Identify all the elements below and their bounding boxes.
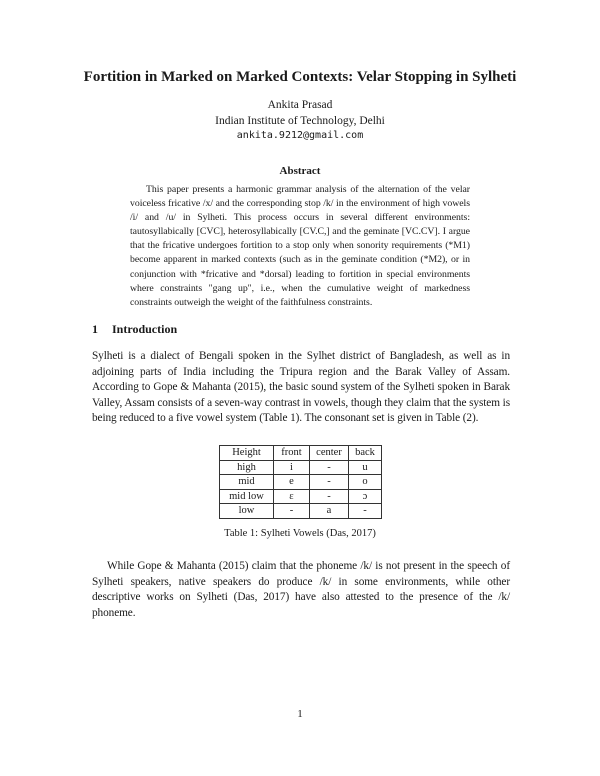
table-cell: i (274, 460, 310, 475)
author-affiliation: Indian Institute of Technology, Delhi (215, 115, 385, 127)
table-cell: - (310, 475, 349, 490)
table-cell: mid low (220, 489, 274, 504)
section-number: 1 (92, 322, 98, 336)
table-cell: e (274, 475, 310, 490)
vowel-table (219, 445, 382, 519)
table-cell: mid (220, 475, 274, 490)
author-name: Ankita Prasad (267, 99, 333, 111)
table-cell: a (310, 504, 349, 519)
table-cell: o (349, 475, 382, 490)
table-cell: ɛ (274, 489, 310, 504)
table-row (220, 504, 382, 519)
table-cell: high (220, 460, 274, 475)
table-row (220, 460, 382, 475)
table-cell: low (220, 504, 274, 519)
table-header-row (220, 446, 382, 461)
table-cell: - (310, 460, 349, 475)
intro-paragraph-1: Sylheti is a dialect of Bengali spoken in the Sylhet district of Bangladesh, as well as in adjoining parts of India including the Tripura region and the Barak Valley of Assam. According to Gope & Mahanta (2015), the basic sound system of the Sylheti spoken in Barak Valley, Assam consists of a seven-way contrast in vowels, though they claim that the system is being reduced to a five vowel system (Table 1). The consonant set is given in Table (2). (92, 350, 510, 424)
page-number: 1 (297, 708, 303, 720)
intro-paragraph-2: While Gope & Mahanta (2015) claim that the phoneme /k/ is not present in the speech of Sylheti speakers, native speakers do produce /k/ in some environments, while other descriptive works on Sylheti (Das, 2017) have also attested to the presence of the /k/ phoneme. (92, 560, 510, 619)
table-row (220, 489, 382, 504)
section-heading (92, 322, 177, 337)
table-header-cell: front (274, 446, 310, 461)
table-cell: - (274, 504, 310, 519)
table-cell: - (310, 489, 349, 504)
table-cell: ɔ (349, 489, 382, 504)
section-title: Introduction (112, 322, 178, 336)
table-cell: u (349, 460, 382, 475)
table-header-cell: center (310, 446, 349, 461)
table-caption: Table 1: Sylheti Vowels (Das, 2017) (224, 528, 376, 539)
table-row (220, 475, 382, 490)
paper-title: Fortition in Marked on Marked Contexts: Velar Stopping in Sylheti (83, 69, 517, 85)
abstract-heading: Abstract (279, 165, 321, 177)
abstract-text: This paper presents a harmonic grammar analysis of the alternation of the velar voiceless fricative /x/ and the corresponding stop /k/ in the environment of high vowels /i/ and /u/ in Sylheti. This process occurs in several different environments: tautosyllabically [CVC], heterosyllabically [CV.C,] and the geminate [VC.CV]. I argue that the fricative undergoes fortition to a stop only when sonority requirements (*M1) become apparent in marked contexts (such as in the geminate condition (*M2), or in conjunction with *fricative and *dorsal) leading to fortition in special environments where constraints "gang up", i.e., when the cumulative weight of markedness constraints outweigh the weight of the faithfulness constraints. (130, 184, 470, 308)
author-email: ankita.9212@gmail.com (236, 130, 364, 141)
table-header-cell: Height (220, 446, 274, 461)
table-cell: - (349, 504, 382, 519)
table-header-cell: back (349, 446, 382, 461)
